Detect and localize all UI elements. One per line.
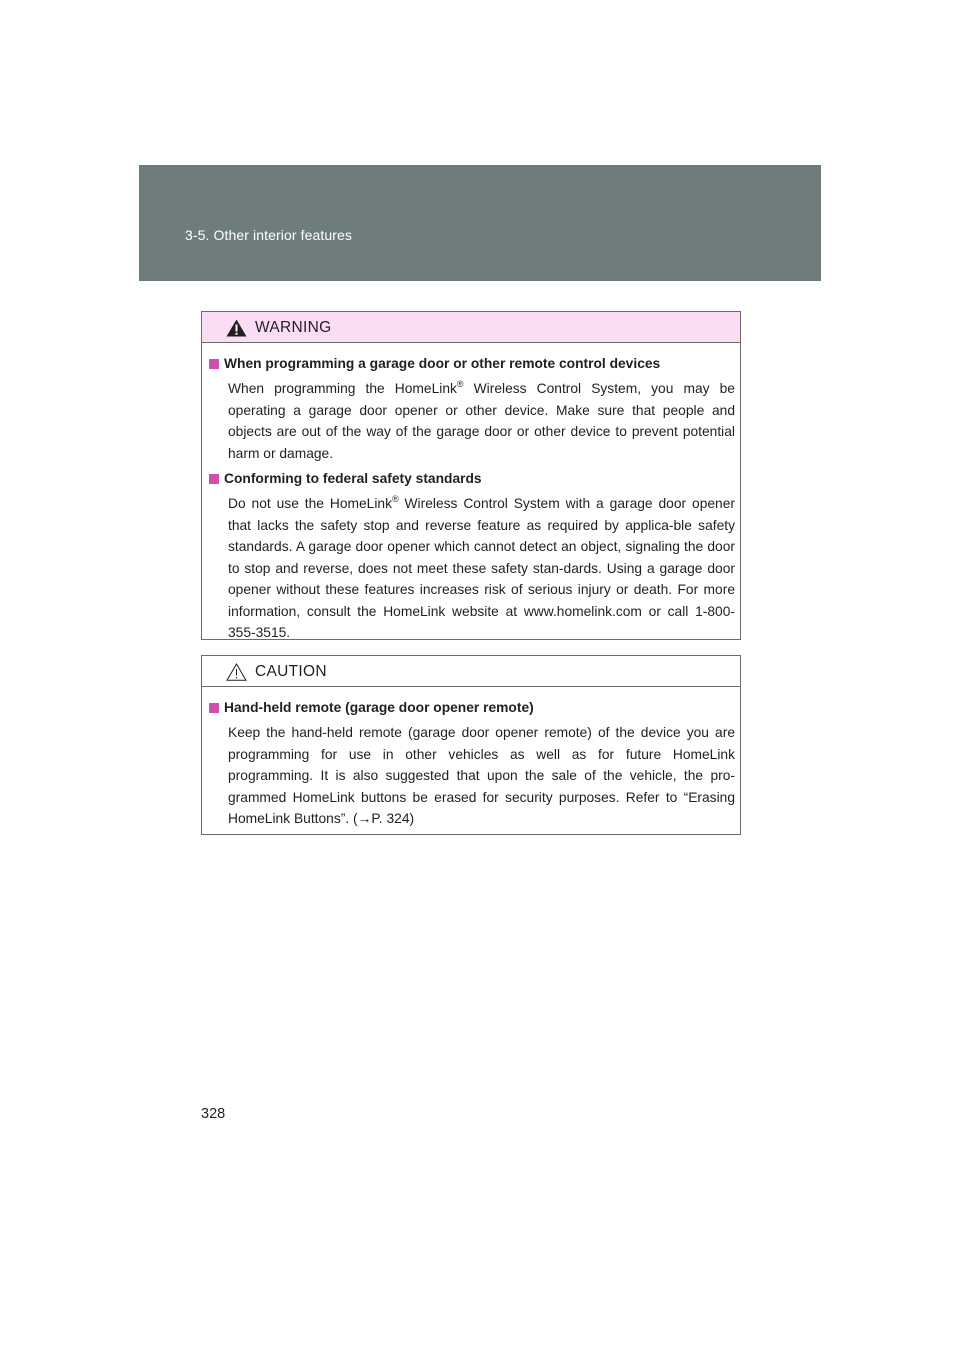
page-number: 328	[201, 1106, 226, 1122]
caution-item-title: Hand-held remote (garage door opener remote)	[209, 698, 735, 717]
warning-box	[201, 311, 741, 640]
caution-item-text: Keep the hand-held remote (garage door opener remote) of the device you are programming for use in other vehicles as well as for future HomeLink programming. It is also suggested that upon the sale of the vehicle, the pro-grammed HomeLink buttons be erased for security purposes. Refer to “Erasing HomeLink Buttons”. (→P. 324)	[228, 725, 735, 826]
caution-header	[202, 656, 740, 687]
warning-icon	[226, 319, 247, 337]
header-band	[139, 165, 821, 281]
warning-item-text: When programming the HomeLink® Wireless Control System, you may be operating a garage door opener or other device. Make sure that people and objects are out of the way of the garage door or other device to prevent potential harm or damage.	[228, 379, 735, 461]
warning-item-title: Conforming to federal safety standards	[209, 469, 735, 488]
caution-box	[201, 655, 741, 835]
warning-header	[202, 312, 740, 343]
square-bullet-icon	[209, 703, 219, 713]
warning-label: WARNING	[255, 319, 332, 336]
caution-icon	[226, 663, 247, 681]
caution-label: CAUTION	[255, 663, 327, 680]
square-bullet-icon	[209, 359, 219, 369]
section-title: 3-5. Other interior features	[185, 227, 352, 243]
warning-item-text: Do not use the HomeLink® Wireless Control System with a garage door opener that lacks the safety stop and reverse feature as required by applica-ble safety standards. A garage door opener which cannot detect an object, signaling the door to stop and reverse, does not meet these safety stan-dards. Using a garage door opener without these features increases risk of serious injury or death. For more information, consult the HomeLink website at www.homelink.com or call 1-800-355-3515.	[228, 494, 735, 640]
square-bullet-icon	[209, 474, 219, 484]
warning-item-title: When programming a garage door or other remote control devices	[209, 354, 735, 373]
